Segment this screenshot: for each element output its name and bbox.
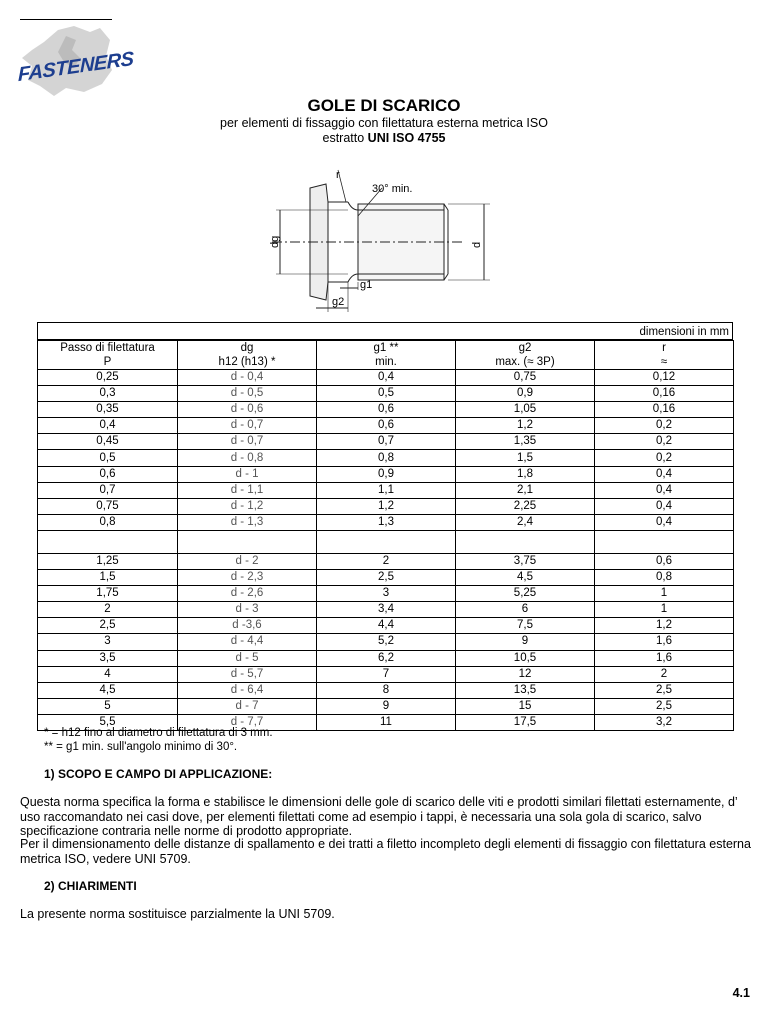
table-cell: 0,8 [317,450,456,466]
table-cell: d - 1,2 [178,498,317,514]
table-cell: 0,25 [38,370,178,386]
undercut-table [37,322,733,731]
table-cell: 15 [456,698,595,714]
table-cell: 17,5 [456,714,595,730]
table-row [38,402,734,418]
label-g1: g1 [360,279,373,291]
table-cell: d - 7,7 [178,714,317,730]
section-1-heading: 1) SCOPO E CAMPO DI APPLICAZIONE: [44,767,273,781]
table-cell: 11 [317,714,456,730]
table-cell: 0,8 [38,514,178,530]
table-cell: P [38,355,178,370]
table-cell: 9 [456,634,595,650]
table-cell: 7 [317,666,456,682]
table-cell: d - 1 [178,466,317,482]
table-cell: 2,1 [456,482,595,498]
table-cell: d - 0,4 [178,370,317,386]
table-cell: 0,4 [317,370,456,386]
table-cell: 12 [456,666,595,682]
table-row [38,434,734,450]
table-cell: 0,8 [595,570,734,586]
table-row [38,682,734,698]
table-header-row [38,355,734,370]
table-cell: 0,6 [38,466,178,482]
table-cell: 1,3 [317,514,456,530]
table-cell: d -3,6 [178,618,317,634]
table-row [38,618,734,634]
table-row [38,370,734,386]
table-cell: 10,5 [456,650,595,666]
table-cell: d - 0,5 [178,386,317,402]
table-cell: 1,75 [38,586,178,602]
table-row [38,482,734,498]
table-cell: 5,5 [38,714,178,730]
table-cell: 1,25 [38,553,178,569]
table-row [38,418,734,434]
label-dg: dg [269,235,281,248]
table-row [38,466,734,482]
table-row [38,666,734,682]
table-cell: 0,4 [595,482,734,498]
table-cell: 3 [38,634,178,650]
table-cell: 0,75 [456,370,595,386]
table-cell: 2,25 [456,498,595,514]
table-cell: 5 [38,698,178,714]
table-cell: 0,3 [38,386,178,402]
label-d: d [471,241,483,248]
table-cell: 1,05 [456,402,595,418]
table-cell: 0,2 [595,418,734,434]
table-cell: 0,5 [38,450,178,466]
table-cell: 3,75 [456,553,595,569]
section-2-heading: 2) CHIARIMENTI [44,879,137,893]
table-cell: 0,4 [595,498,734,514]
table-cell: 1,5 [38,570,178,586]
table-cell: 6,2 [317,650,456,666]
page-number: 4.1 [732,986,750,1000]
table-cell: d - 0,7 [178,434,317,450]
table-cell: 4,5 [38,682,178,698]
table-cell: 4 [38,666,178,682]
table-cell: Passo di filettatura [38,341,178,356]
norm-reference [0,131,768,146]
table-cell: 1,5 [456,450,595,466]
table-cell: 3,2 [595,714,734,730]
table-cell: 2,4 [456,514,595,530]
table-cell: 0,2 [595,434,734,450]
table-row [38,450,734,466]
table-cell: 0,6 [595,553,734,569]
table-cell: d - 7 [178,698,317,714]
footnotes [44,726,273,754]
table-cell [595,530,734,553]
top-rule [20,19,112,20]
table-cell: 2 [595,666,734,682]
table-cell: 0,16 [595,386,734,402]
table-cell: 0,4 [595,514,734,530]
table-cell: 2,5 [595,682,734,698]
table-cell: 0,75 [38,498,178,514]
table-cell [456,530,595,553]
table-cell: d - 1,3 [178,514,317,530]
table-cell: 6 [456,602,595,618]
header [0,96,768,146]
table-cell: d - 5 [178,650,317,666]
table-row [38,698,734,714]
table-cell: 0,7 [38,482,178,498]
table-cell: 4,4 [317,618,456,634]
extract-prefix: estratto [322,131,365,145]
page-title: GOLE DI SCARICO [307,96,461,115]
fasteners-logo [14,22,134,102]
table-cell: dg [178,341,317,356]
table-cell: 1,6 [595,650,734,666]
page-subtitle: per elementi di fissaggio con filettatura esterna metrica ISO [220,116,548,130]
table-cell: d - 2 [178,553,317,569]
table-cell: 0,2 [595,450,734,466]
units-row: dimensioni in mm [37,322,733,340]
table-cell: d - 5,7 [178,666,317,682]
logo-text: FASTENERS [18,47,134,87]
table-cell: 9 [317,698,456,714]
table-row [38,514,734,530]
table-cell: 1 [595,602,734,618]
table-cell: 3,5 [38,650,178,666]
footnote-2: ** = g1 min. sull'angolo minimo di 30°. [44,741,238,753]
table-cell: 0,4 [595,466,734,482]
table-cell: 5,2 [317,634,456,650]
table-cell: d - 3 [178,602,317,618]
table-cell: ≈ [595,355,734,370]
table-cell: 0,9 [317,466,456,482]
section-1-paragraph-2: Per il dimensionamento delle distanze di spallamento e dei tratti a filetto incompleto degli elementi di fissaggio con filettatura esterna metrica ISO, vedere UNI 5709. [20,837,751,866]
table-cell: g1 ** [317,341,456,356]
table-cell: 0,6 [317,402,456,418]
table-cell: d - 1,1 [178,482,317,498]
undercut-drawing [262,166,502,318]
table-separator-row [38,530,734,553]
table-cell: max. (≈ 3P) [456,355,595,370]
table-cell: 2,5 [317,570,456,586]
table-row [38,650,734,666]
table-row [38,386,734,402]
label-angle: 30° min. [372,183,413,195]
table-cell: 0,45 [38,434,178,450]
table-cell: d - 0,8 [178,450,317,466]
table-cell [317,530,456,553]
table-cell: 1 [595,586,734,602]
dimensions-table [37,340,734,731]
table-cell: 0,5 [317,386,456,402]
table-row [38,602,734,618]
table-cell: 2 [317,553,456,569]
table-cell [38,530,178,553]
table-cell: 0,35 [38,402,178,418]
table-cell: min. [317,355,456,370]
table-cell: 1,1 [317,482,456,498]
table-cell: 0,16 [595,402,734,418]
table-cell: d - 2,3 [178,570,317,586]
table-cell: 0,7 [317,434,456,450]
table-cell: 4,5 [456,570,595,586]
table-row [38,553,734,569]
table-row [38,570,734,586]
table-cell: 1,2 [595,618,734,634]
table-cell: 1,35 [456,434,595,450]
footnote-1: * = h12 fino al diametro di filettatura di 3 mm. [44,727,273,739]
table-cell: 1,2 [456,418,595,434]
table-cell: 1,8 [456,466,595,482]
table-cell: d - 0,7 [178,418,317,434]
label-r: r [336,169,340,181]
table-cell: 0,6 [317,418,456,434]
table-cell: 5,25 [456,586,595,602]
table-cell: 13,5 [456,682,595,698]
table-cell: 2,5 [38,618,178,634]
table-cell: 8 [317,682,456,698]
table-cell: g2 [456,341,595,356]
table-cell: d - 6,4 [178,682,317,698]
table-cell: 1,2 [317,498,456,514]
table-row [38,634,734,650]
label-g2: g2 [332,296,345,308]
table-cell [178,530,317,553]
table-cell: d - 0,6 [178,402,317,418]
table-row [38,586,734,602]
table-cell: 1,6 [595,634,734,650]
table-cell: r [595,341,734,356]
table-header-row [38,341,734,356]
table-cell: 0,9 [456,386,595,402]
table-cell: 3 [317,586,456,602]
section-2-paragraph: La presente norma sostituisce parzialmente la UNI 5709. [20,907,335,921]
table-cell: 2 [38,602,178,618]
table-cell: 2,5 [595,698,734,714]
table-cell: 0,12 [595,370,734,386]
norm-code: UNI ISO 4755 [367,131,446,145]
table-cell: 3,4 [317,602,456,618]
table-cell: h12 (h13) * [178,355,317,370]
table-cell: 0,4 [38,418,178,434]
table-cell: d - 4,4 [178,634,317,650]
table-cell: 7,5 [456,618,595,634]
section-1-paragraph-1: Questa norma specifica la forma e stabilisce le dimensioni delle gole di scarico delle viti e prodotti similari filettati esternamente, d’ uso raccomandato nei casi dove, per elementi filettati come ad esempio i tappi, è necessaria una sola gola di scarico, salvo specificazione contraria nelle norme di prodotto appropriate. [20,795,738,838]
table-cell: d - 2,6 [178,586,317,602]
table-row [38,498,734,514]
